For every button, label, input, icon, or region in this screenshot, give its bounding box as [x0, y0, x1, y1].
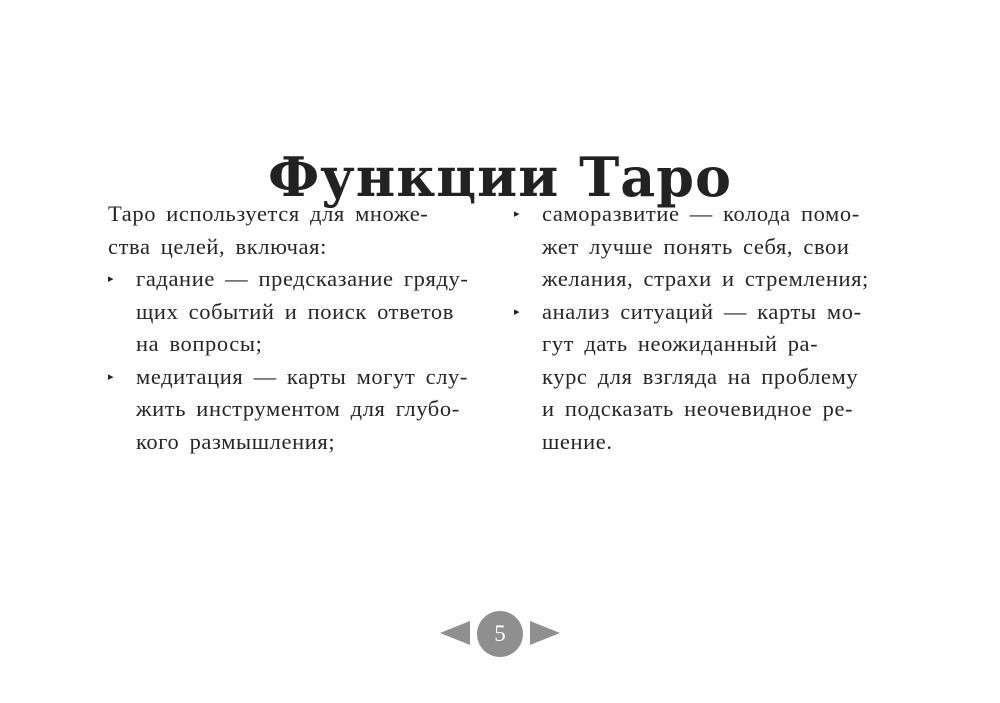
bullet-triangle-icon: ▸: [514, 305, 521, 318]
bullet-triangle-icon: ▸: [108, 273, 115, 285]
list-item: [514, 296, 904, 459]
next-page-arrow-icon[interactable]: [530, 621, 560, 645]
left-column: [108, 198, 488, 458]
list-item: [514, 198, 904, 296]
list-item: [108, 263, 488, 361]
intro-paragraph: Таро используется для множе- ства целей, включая:: [108, 201, 429, 259]
previous-page-arrow-icon[interactable]: [440, 621, 470, 645]
right-column: [514, 198, 904, 458]
list-item: [108, 361, 488, 459]
page-navigation: [440, 610, 560, 656]
list-item-text: анализ ситуаций — карты мо- гут дать неожиданный ра- курс для взгляда на проблему и подсказать неочевидное ре- шение.: [542, 298, 862, 454]
page-number-badge: 5: [477, 611, 523, 657]
bullet-triangle-icon: ▸: [108, 370, 115, 383]
list-item-text: медитация — карты могут слу- жить инструментом для глубо- кого размышления;: [136, 363, 468, 454]
page-title: Функции Таро: [267, 145, 733, 210]
list-item-text: саморазвитие — колода помо- жет лучше понять себя, свои желания, страхи и стремления;: [542, 201, 869, 291]
bullet-triangle-icon: ▸: [514, 208, 521, 220]
list-item-text: гадание — предсказание гряду- щих событий и поиск ответов на вопросы;: [136, 266, 469, 356]
